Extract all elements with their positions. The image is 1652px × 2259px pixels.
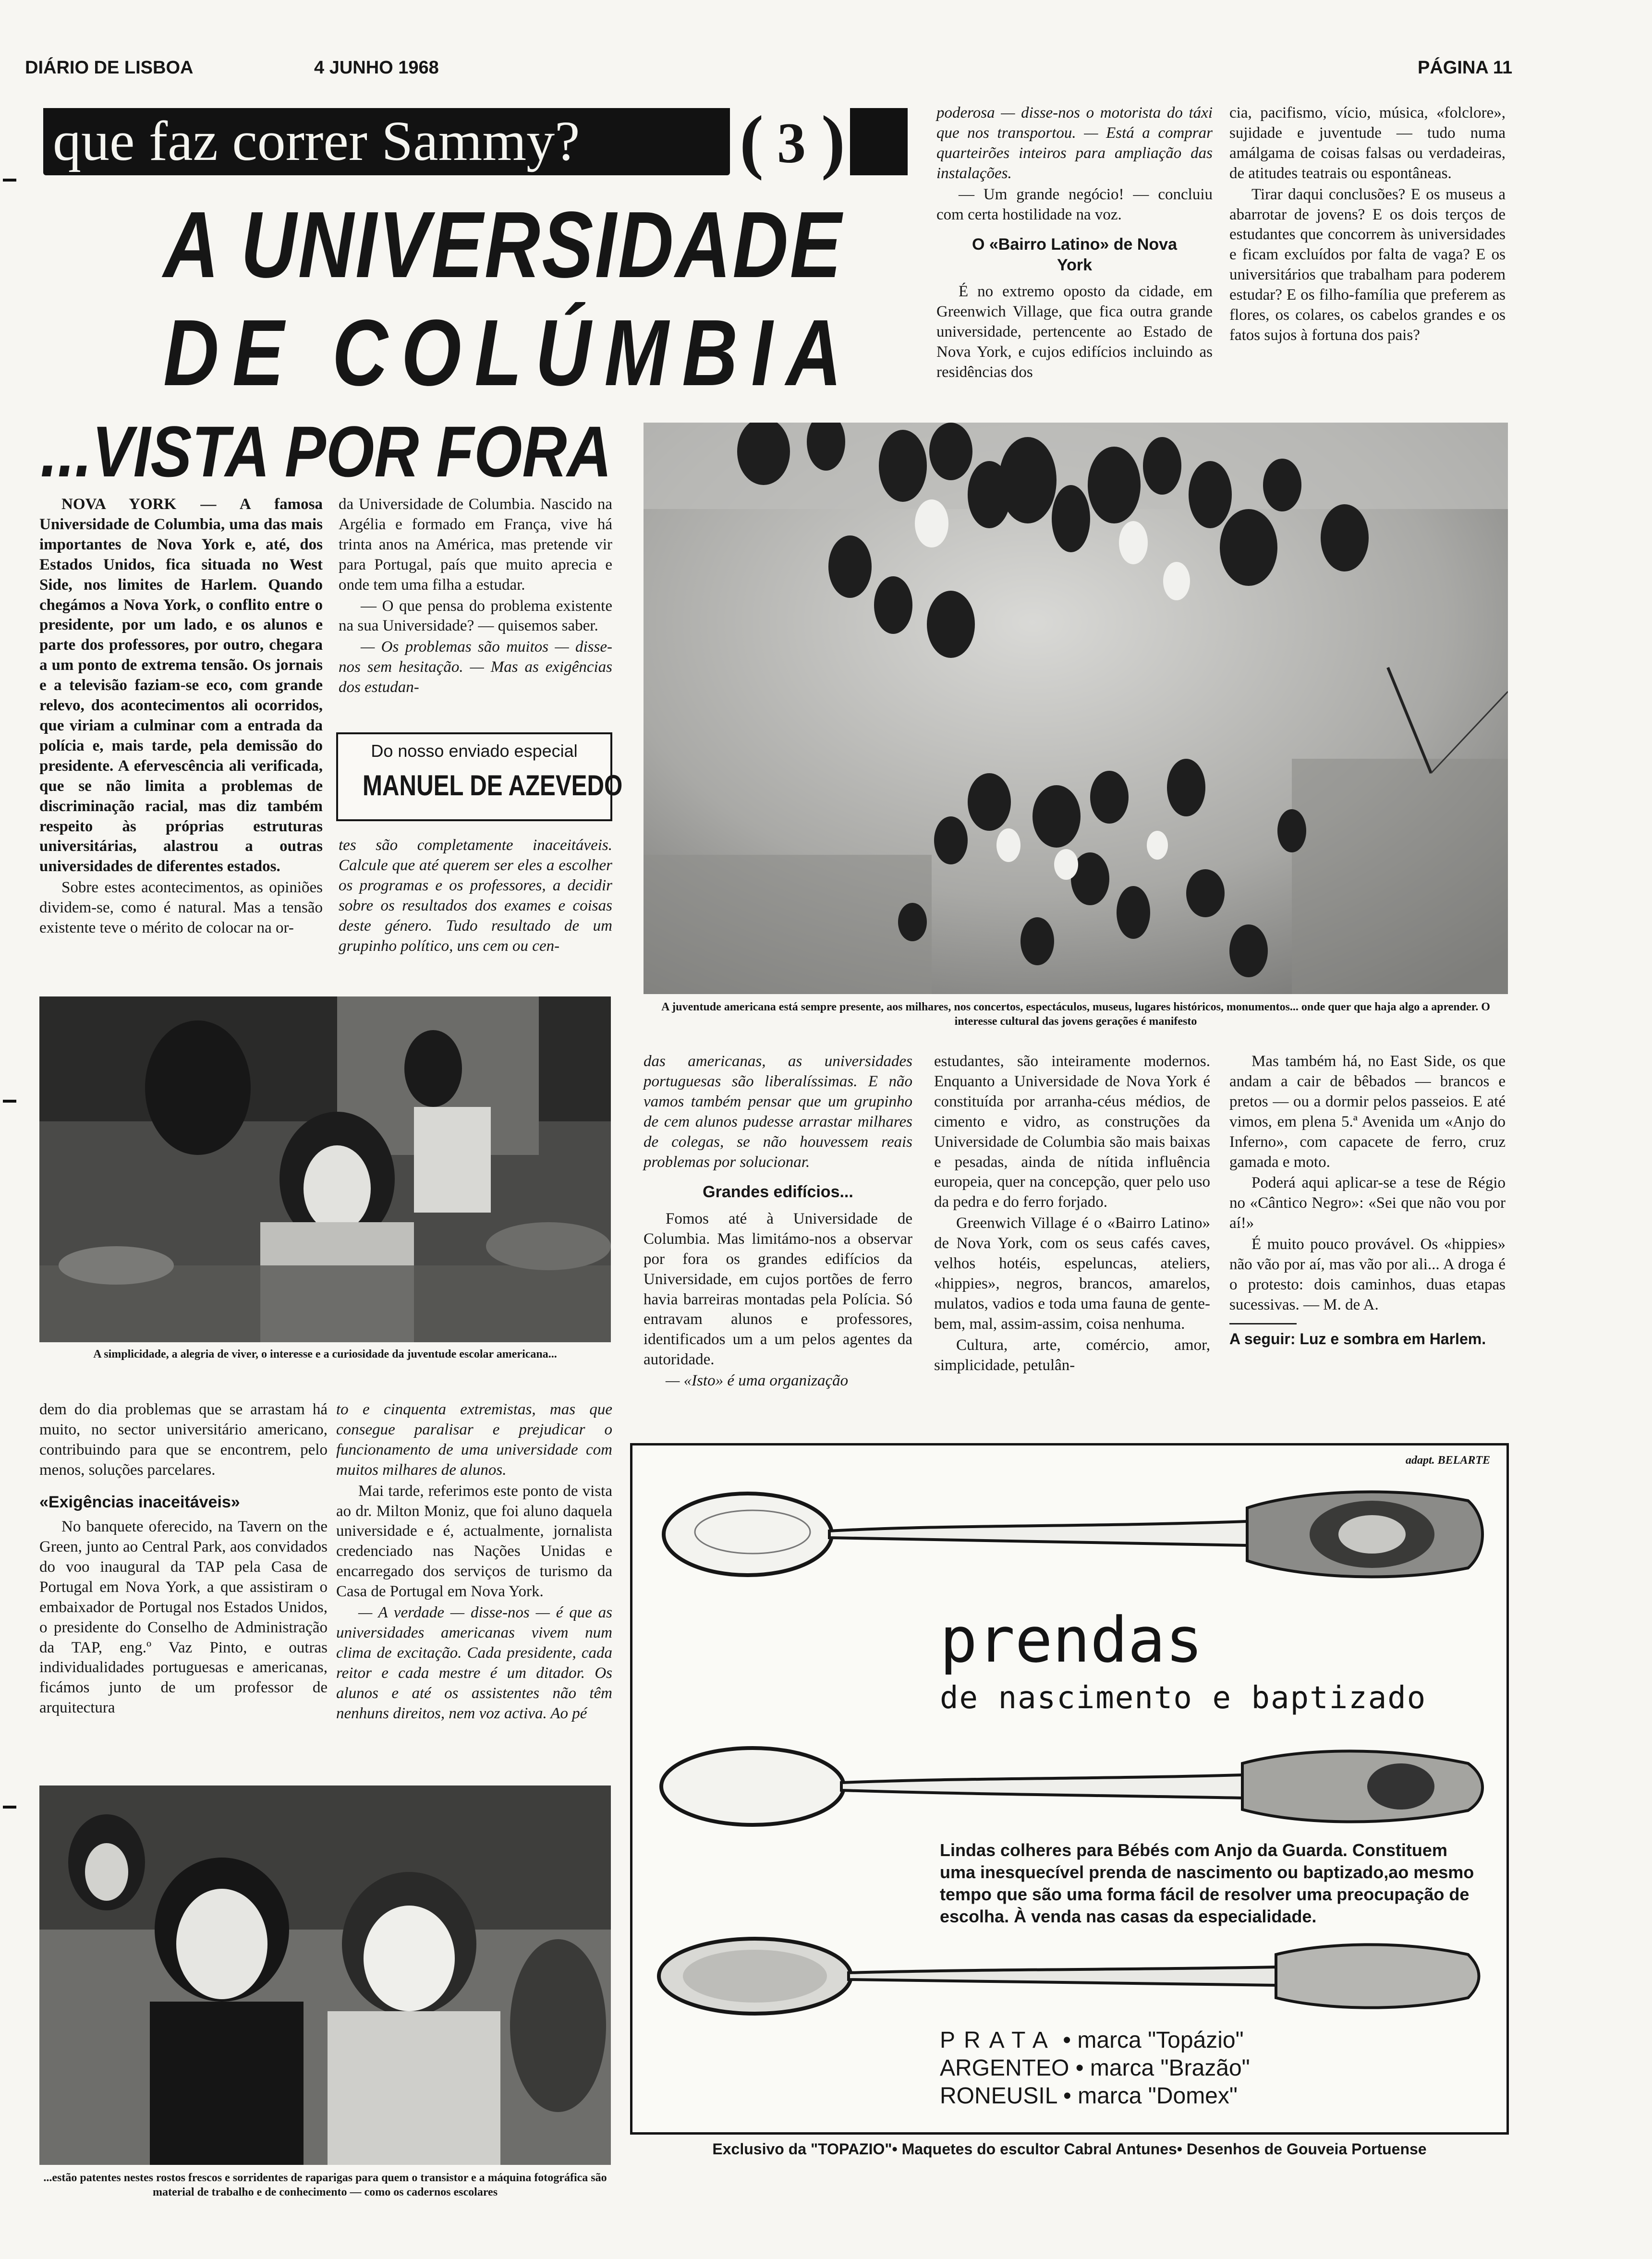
photo-lounge-svg [39,996,611,1342]
headline-line-2: DE COLÚMBIA [163,300,855,405]
article-para: Greenwich Village é o «Bairro Latino» de Nova York, com os seus cafés caves, velhos hotéis, espeluncas, ateliers, «hippies», negros, brancos, amarelos, mulatos, vadios e toda uma fauna de gente-bem, mal, assim-assim, coisa nenhuma. [934,1215,1210,1333]
headline-line-3: ...VISTA POR FORA [40,411,612,492]
ad-body: Lindas colheres para Bébés com Anjo da Guarda. Constituem uma inesquecível prenda de nascimento ou baptizado,ao mesmo tempo que são uma forma fácil de resolver uma preocupação de escolha. À venda nas casas da especialidade. [940,1840,1474,1926]
ad-credit: adapt. BELARTE [1405,1454,1490,1467]
article-para: — «Isto» é uma organização [666,1372,849,1390]
article-para: das americanas, as universidades portuguesas são liberalíssimas. E não vamos também pensar que um grupinho de cem alunos pudesse arrastar milhares de colegas, se não houvessem reais problemas por solucionar. [644,1053,912,1171]
article-para: — Os problemas são muitos — disse-nos sem hesitação. — Mas as exigências dos estudan- [339,638,612,696]
ad-footer: Exclusivo da "TOPAZIO"• Maquetes do escultor Cabral Antunes• Desenhos de Gouveia Portuense [712,2140,1427,2158]
brand-line [940,2027,1250,2054]
article-para: Tirar daqui conclusões? E os museus a abarrotar de jovens? E os dois terços de estudantes que concorrem às universidades e ficam excluídos por falta de vaga? E os universitários que trabalham para poderem estudar? E os filho-família que preferem as flores, os colares, os cabelos grandes e os fatos sujos à fortuna dos pais? [1229,185,1506,344]
subheading-bairro-latino: O «Bairro Latino» de Nova York [972,235,1177,274]
series-title: que faz correr Sammy? [53,109,580,172]
brand-mark: marca "Domex" [1078,2083,1238,2109]
article-para: No banquete oferecido, na Tavern on the Green, junto ao Central Park, aos convidados do voo inaugural da TAP pela Casa de Portugal em Nova York, a que assistiram o embaixador de Portugal nos Estados Unidos, o presidente do Conselho de Administração da TAP, eng.º Vaz Pinto, e outras individualidades portuguesas e americanas, ficámos junto de um professor de arquitectura [39,1518,328,1717]
series-banner [43,101,869,181]
article-col-5 [39,1400,328,1784]
issue-date: 4 JUNHO 1968 [314,58,439,78]
byline-label: Do nosso enviado especial [371,741,578,761]
advertisement-spoons [630,1443,1509,2135]
spoon-illustration-3 [652,1935,1497,2017]
close-paren: ) [821,101,845,181]
divider-rule [1229,1323,1297,1324]
photo-crowd-caption: A juventude americana está sempre presente, aos milhares, nos concertos, espectáculos, museus, lugares históricos, monumentos... onde quer que haja algo a aprender. O interesse cultural das jovens gerações é manifesto [661,1001,1490,1028]
photo-crowd-aerial [644,423,1508,994]
article-para: poderosa — disse-nos o motorista do táxi que nos transportou. — Está a comprar quarteirões inteiros para ampliação das instalações. [936,104,1213,182]
brand-mark: marca "Brazão" [1090,2055,1250,2081]
article-para: Mai tarde, referimos este ponto de vista ao dr. Milton Moniz, que foi aluno daquela universidade e é, actualmente, jornalista credenciado nas Nações Unidas e encarregado dos serviços de turismo da Casa de Portugal em Nova York. [336,1482,612,1601]
ad-subtitle: de nascimento e baptizado [940,1680,1427,1716]
ad-title: prendas [940,1603,1203,1676]
article-para: É muito pouco provável. Os «hippies» não vão por aí, mas vão por ali... A droga é o protesto: dois caminhos, duas etapas sucessivas. — M. de A. [1229,1236,1506,1313]
article-col-4 [1229,103,1506,420]
next-episode [1229,1329,1506,1349]
article-lead: NOVA YORK — A famosa Universidade de Columbia, uma das mais importantes de Nova York e, até, dos Estados Unidos, fica situada no West Side, nos limites de Harlem. Quando chegámos a Nova York, o conflito entre o presidente, por um lado, e os alunos e parte dos professores, por outro, chegara a um ponto de extrema tensão. Os jornais e a televisão faziam-se eco, com grande relevo, dos acontecimentos ali ocorridos, que viriam a culminar com a entrada da polícia e, mais tarde, pela demissão do presidente. A efervescência ali verificada, que se não limita a problemas de discriminação racial, mas diz também respeito às próprias estruturas universitárias, alastrou a outras universidades de diferentes estados. [39,496,323,875]
brand-metal: PRATA [940,2028,1057,2053]
next-title: Luz e sombra em Harlem. [1300,1330,1486,1348]
subheading-exigencias: «Exigências inaceitáveis» [39,1493,240,1511]
margin-mark [3,179,16,182]
margin-mark [3,1806,16,1809]
page-number: PÁGINA 11 [1418,58,1513,78]
bullet: • [1069,2055,1090,2081]
byline-name: MANUEL DE AZEVEDO [363,769,623,802]
article-para: — O que pensa do problema existente na sua Universidade? — quisemos saber. [339,597,612,635]
paper-name: DIÁRIO DE LISBOA [25,58,194,78]
banner-end-block [850,108,908,175]
article-col-1 [39,495,323,984]
brand-line [940,2082,1250,2110]
brand-line [940,2054,1250,2082]
brand-metal: RONEUSIL [940,2083,1057,2109]
article-para: Poderá aqui aplicar-se a tese de Régio no «Cântico Negro»: «Sei que não vou por aí!» [1229,1174,1506,1232]
photo-lounge-caption: A simplicidade, a alegria de viver, o interesse e a curiosidade da juventude escolar americana... [93,1348,557,1360]
bullet: • [1057,2083,1078,2109]
article-para: É no extremo oposto da cidade, em Greenwich Village, que fica outra grande universidade, pertencente ao Estado de Nova York, e cujos edifícios incluindo as residências dos [936,283,1213,381]
subheading-grandes-edificios: Grandes edifícios... [703,1183,853,1202]
page-header [25,58,1514,86]
next-label: A seguir: [1229,1330,1296,1348]
article-para: tes são completamente inaceitáveis. Calcule que até querem ser eles a escolher os programas e os professores, a decidir sobre os resultados dos exames e coisas deste género. Tudo resultado de um grupinho político, uns cem ou cen- [339,837,612,955]
article-col-7 [644,1052,912,1436]
article-para: Sobre estes acontecimentos, as opiniões dividem-se, como é natural. Mas a tensão existente teve o mérito de colocar na or- [39,879,323,937]
article-col-8 [934,1052,1210,1436]
article-para: — A verdade — disse-nos — é que as universidades americanas vivem num clima de excitação. Cada presidente, cada reitor e cada mestre é um ditador. Os alunos e até os assistentes não têm nenhuns direitos, nem voz activa. Ao pé [336,1604,612,1722]
article-para: cia, pacifismo, vício, música, «folclore», sujidade e juventude — tudo numa amálgama de coisas falsas ou verdadeiras, de atitudes teatrais ou espontâneas. [1229,104,1506,182]
open-paren: ( [740,101,764,181]
margin-mark [3,1100,16,1103]
article-para: Cultura, arte, comércio, amor, simplicidade, petulân- [934,1336,1210,1374]
article-para: Fomos até à Universidade de Columbia. Mas limitámo-nos a observar por fora os grandes edifícios da Universidade, em cujos portões de ferro havia barreiras montadas pela Polícia. Só entravam alunos e professores, identificados um a um pelos agentes da autoridade. [644,1210,912,1369]
brand-mark: marca "Topázio" [1077,2028,1244,2053]
article-para: Mas também há, no East Side, os que andam a cair de bêbados — brancos e pretos — ou a dormir pelos passeios. E até vimos, em plena 5.ª Avenida um «Anjo do Inferno», com capacete de ferro, cruz gamada e moto. [1229,1053,1506,1171]
spoon-illustration-2 [652,1738,1497,1834]
photo-crowd-svg [644,423,1508,994]
photo-girls-smiling [39,1785,611,2165]
byline-box [336,732,623,821]
article-col-2b [339,836,612,984]
article-col-3 [936,103,1213,420]
article-para: estudantes, são inteiramente modernos. Enquanto a Universidade de Nova York é constituída por arranha-céus médios, de cimento e vidro, as construções da Universidade de Columbia são mais baixas e pesadas, ainda de nítida influência europeia, quer na concepção, quer pelo uso da pedra e do ferro forjado. [934,1053,1210,1211]
series-number: 3 [777,111,806,175]
article-para: — Um grande negócio! — concluiu com certa hostilidade na voz. [936,185,1213,223]
article-para: da Universidade de Columbia. Nascido na Argélia e formado em França, vive há trinta anos na América, mas pretende vir para Portugal, país que muito aprecia e onde tem uma filha a estudar. [339,496,612,594]
article-para: dem do dia problemas que se arrastam há muito, no sector universitário americano, contribuindo para que se encontrem, pelo menos, soluções parcelares. [39,1401,328,1479]
article-para: to e cinquenta extremistas, mas que consegue paralisar e prejudicar o funcionamento de uma universidade com muitos milhares de alunos. [336,1401,612,1479]
photo-students-lounge [39,996,611,1342]
photo-girls-caption: ...estão patentes nestes rostos frescos e sorridentes de raparigas para quem o transistor e a máquina fotográfica são material de trabalho e de conhecimento — como os cadernos escolares [43,2172,607,2198]
spoon-illustration-1 [652,1479,1497,1590]
headline-line-1: A UNIVERSIDADE [163,192,843,297]
article-col-2 [339,495,612,725]
article-col-6 [336,1400,612,1784]
ad-brands [940,2027,1250,2110]
article-col-9 [1229,1052,1506,1436]
bullet: • [1056,2028,1078,2053]
brand-metal: ARGENTEO [940,2055,1069,2081]
photo-girls-svg [39,1785,611,2165]
